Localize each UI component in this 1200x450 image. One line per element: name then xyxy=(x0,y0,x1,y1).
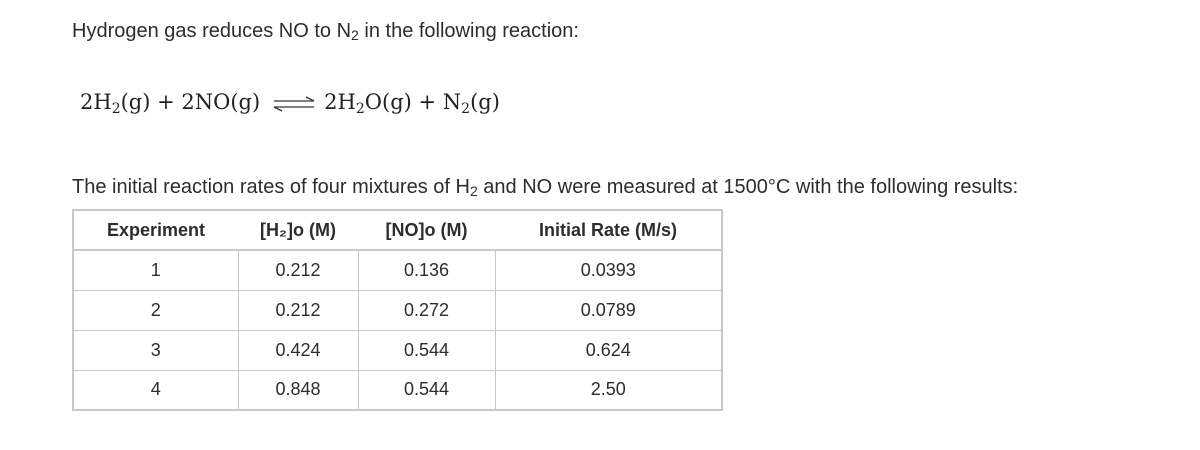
product-h-subscript: 2 xyxy=(355,101,365,117)
cell-h2: 0.212 xyxy=(238,250,358,290)
description-subscript: 2 xyxy=(469,183,478,199)
reactant-h-subscript: 2 xyxy=(111,101,121,117)
cell-h2: 0.212 xyxy=(238,290,358,330)
cell-no: 0.136 xyxy=(358,250,495,290)
header-initial-rate: Initial Rate (M/s) xyxy=(495,210,722,250)
rate-data-table xyxy=(72,209,723,411)
cell-h2: 0.424 xyxy=(238,330,358,370)
cell-rate: 0.0789 xyxy=(495,290,722,330)
cell-no: 0.544 xyxy=(358,330,495,370)
products xyxy=(324,90,500,117)
cell-experiment: 1 xyxy=(73,250,238,290)
cell-rate: 0.0393 xyxy=(495,250,722,290)
table-row xyxy=(73,330,722,370)
table-header-row xyxy=(73,210,722,250)
intro-subscript: 2 xyxy=(351,27,359,43)
reactants xyxy=(80,90,260,117)
equilibrium-arrow-icon xyxy=(272,96,316,112)
intro-text-after: in the following reaction: xyxy=(358,20,579,42)
cell-rate: 2.50 xyxy=(495,370,722,410)
cell-h2: 0.848 xyxy=(238,370,358,410)
description-text xyxy=(72,176,1018,199)
header-h2-concentration: [H₂]o (M) xyxy=(238,210,358,250)
reactant-h-prefix: 2H xyxy=(80,90,112,114)
cell-experiment: 2 xyxy=(73,290,238,330)
description-before: The initial reaction rates of four mixtures of H xyxy=(72,176,470,198)
cell-no: 0.272 xyxy=(358,290,495,330)
reactant-rest: (g) + 2NO(g) xyxy=(120,90,261,114)
description-after: and NO were measured at 1500°C with the following results: xyxy=(477,176,1019,198)
product-middle: O(g) + N xyxy=(364,90,462,114)
table-row xyxy=(73,290,722,330)
header-experiment: Experiment xyxy=(73,210,238,250)
intro-text-before: Hydrogen gas reduces NO to N xyxy=(72,20,352,42)
intro-text xyxy=(72,20,579,43)
header-no-concentration: [NO]o (M) xyxy=(358,210,495,250)
table-row xyxy=(73,370,722,410)
cell-experiment: 4 xyxy=(73,370,238,410)
cell-experiment: 3 xyxy=(73,330,238,370)
table-row xyxy=(73,250,722,290)
cell-rate: 0.624 xyxy=(495,330,722,370)
cell-no: 0.544 xyxy=(358,370,495,410)
chemical-equation xyxy=(80,90,500,117)
product-end: (g) xyxy=(470,90,500,114)
product-h-prefix: 2H xyxy=(324,90,356,114)
product-n-subscript: 2 xyxy=(461,101,471,117)
